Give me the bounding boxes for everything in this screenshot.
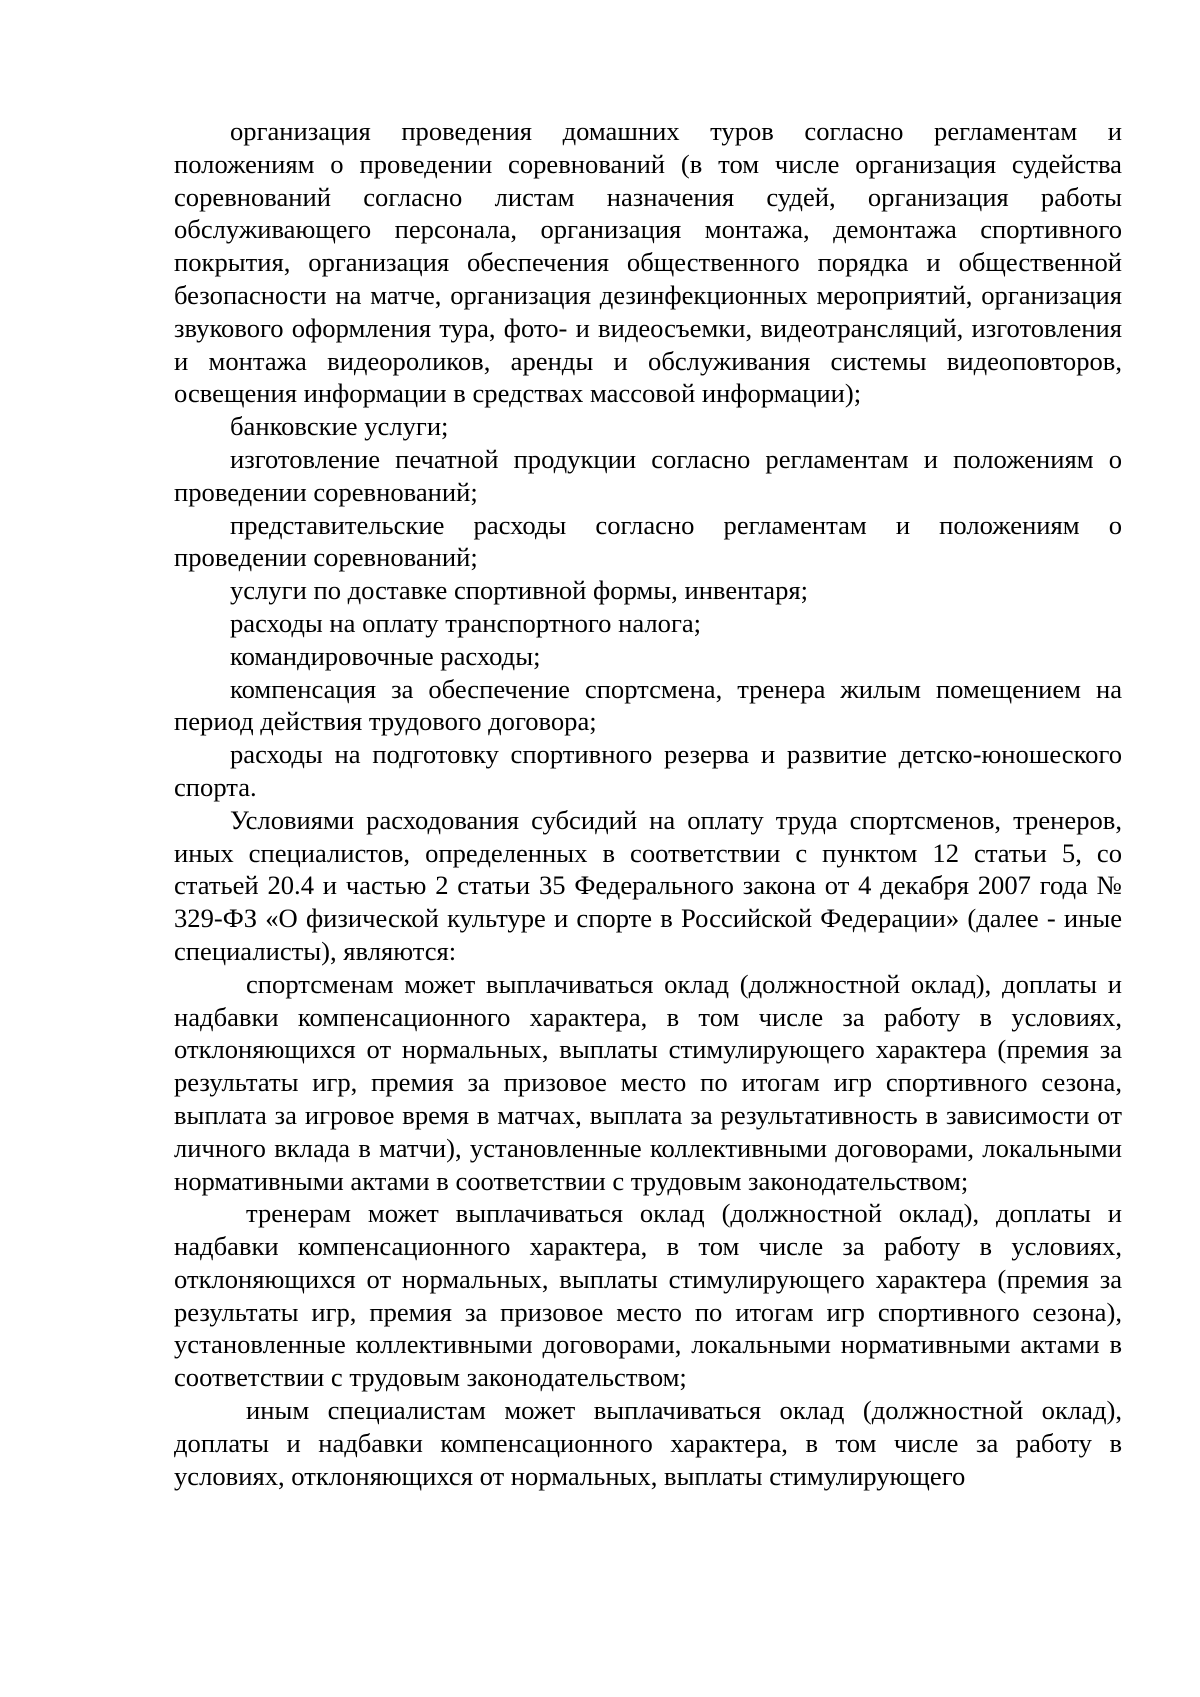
- paragraph-subsidy-conditions: Условиями расходования субсидий на оплату труда спортсменов, тренеров, иных специалистов, определенных в соответствии с пунктом 12 статьи 5, со статьей 20.4 и частью 2 статьи 35 Федерального закона от 4 декабря 2007 года № 329-ФЗ «О физической культуре и спорте в Российской Федерации» (далее - иные специалисты), являются:: [174, 804, 1122, 966]
- paragraph-athletes-pay: спортсменам может выплачиваться оклад (должностной оклад), доплаты и надбавки компенсационного характера, в том числе за работу в условиях, отклоняющихся от нормальных, выплаты стимулирующего характера (премия за результаты игр, премия за призовое место по итогам игр спортивного сезона, выплата за игровое время в матчах, выплата за результативность в зависимости от личного вклада в матчи), установленные коллективными договорами, локальными нормативными актами в соответствии с трудовым законодательством;: [174, 968, 1122, 1196]
- document-body: [174, 115, 1122, 1492]
- paragraph-transport-tax: расходы на оплату транспортного налога;: [230, 607, 702, 638]
- paragraph-sports-reserve: расходы на подготовку спортивного резерва и развитие детско-юношеского спорта.: [174, 739, 1122, 802]
- paragraph-travel-expenses: командировочные расходы;: [230, 640, 541, 671]
- paragraph-representation-expenses: представительские расходы согласно регламентам и положениям о проведении соревнований;: [174, 509, 1122, 573]
- paragraph-delivery-services: услуги по доставке спортивной формы, инвентаря;: [230, 575, 809, 606]
- paragraph-coaches-pay: тренерам может выплачиваться оклад (должностной оклад), доплаты и надбавки компенсационного характера, в том числе за работу в условиях, отклоняющихся от нормальных, выплаты стимулирующего характера (премия за результаты игр, премия за призовое место по итогам игр спортивного сезона), установленные коллективными договорами, локальными нормативными актами в соответствии с трудовым законодательством;: [174, 1198, 1122, 1393]
- paragraph-home-tours: организация проведения домашних туров согласно регламентам и положениям о проведении соревнований (в том числе организация судейства соревнований согласно листам назначения судей, организация работы обслуживающего персонала, организация монтажа, демонтажа спортивного покрытия, организация обеспечения общественного порядка и общественной безопасности на матче, организация дезинфекционных мероприятий, организация звукового оформления тура, фото- и видеосъемки, видеотрансляций, изготовления и монтажа видеороликов, аренды и обслуживания системы видеоповторов, освещения информации в средствах массовой информации);: [174, 116, 1122, 409]
- paragraph-banking-services: банковские услуги;: [230, 411, 449, 442]
- paragraph-printed-products: изготовление печатной продукции согласно регламентам и положениям о проведении соревнований;: [174, 443, 1122, 507]
- paragraph-other-specialists-pay: иным специалистам может выплачиваться оклад (должностной оклад), доплаты и надбавки компенсационного характера, в том числе за работу в условиях, отклоняющихся от нормальных, выплаты стимулирующего: [174, 1395, 1122, 1491]
- paragraph-housing-compensation: компенсация за обеспечение спортсмена, тренера жилым помещением на период действия трудового договора;: [174, 673, 1122, 737]
